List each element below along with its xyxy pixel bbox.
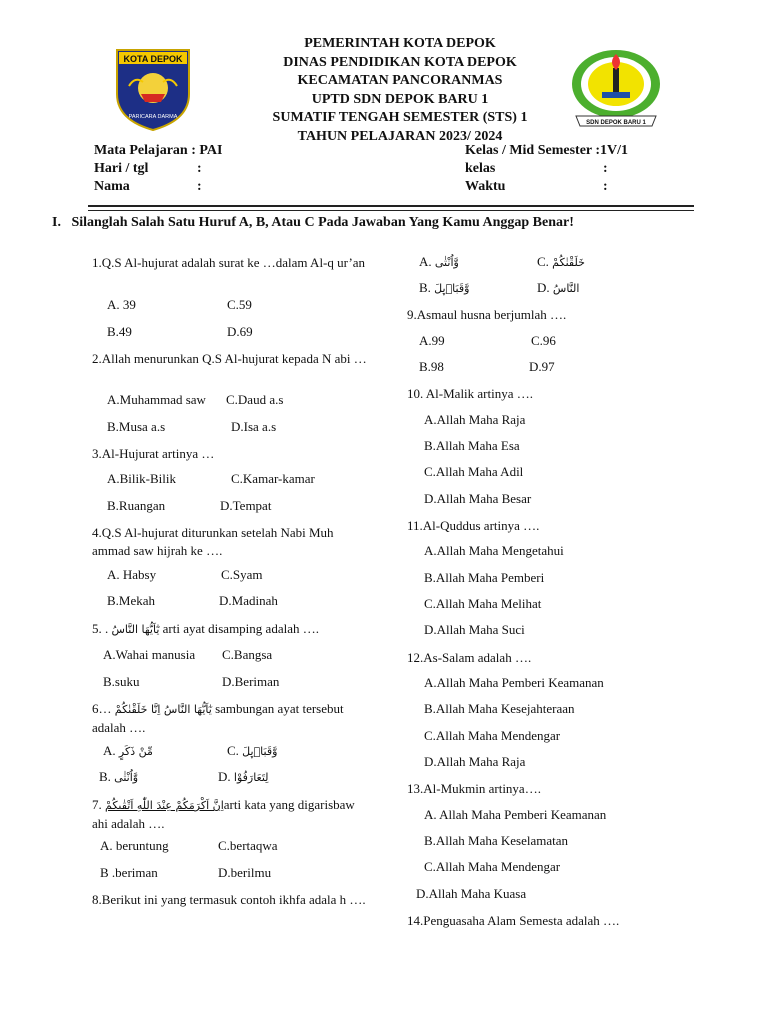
q10-option-b[interactable]: B.Allah Maha Esa <box>424 438 520 453</box>
question-2: 2.Allah menurunkan Q.S Al-hujurat kepada N abi … <box>92 351 367 366</box>
question-9: 9.Asmaul husna berjumlah …. <box>407 307 567 322</box>
q3-option-b[interactable]: B.Ruangan <box>107 498 166 513</box>
q9-option-b[interactable]: B.98 <box>419 359 444 374</box>
q6-arabic: يٰٓاَيُّهَا النَّاسُ اِنَّا خَلَقْنٰكُمْ <box>114 703 212 716</box>
question-1: 1.Q.S Al-hujurat adalah surat ke …dalam Al-q ur’an <box>92 255 366 270</box>
question-3: 3.Al-Hujurat artinya … <box>92 446 215 461</box>
question-6 <box>92 700 370 737</box>
q6-d-label: D. <box>218 769 231 784</box>
q8-option-c[interactable] <box>537 254 585 270</box>
header-divider-thin <box>88 210 694 211</box>
q5-option-a[interactable]: A.Wahai manusia <box>103 647 196 662</box>
q13-option-a[interactable]: A. Allah Maha Pemberi Keamanan <box>424 807 607 822</box>
q7-option-c[interactable]: C.bertaqwa <box>218 838 278 853</box>
q2-option-c[interactable]: C.Daud a.s <box>226 392 284 407</box>
q2-option-b[interactable]: B.Musa a.s <box>107 419 166 434</box>
q3-option-c[interactable]: C.Kamar-kamar <box>231 471 315 486</box>
q6-option-d[interactable] <box>218 769 269 785</box>
q11-option-d[interactable]: D.Allah Maha Suci <box>424 622 525 637</box>
q13-option-b[interactable]: B.Allah Maha Keselamatan <box>424 833 569 848</box>
q11-option-a[interactable]: A.Allah Maha Mengetahui <box>424 543 564 558</box>
q12-option-d[interactable]: D.Allah Maha Raja <box>424 754 526 769</box>
q11-option-c[interactable]: C.Allah Maha Melihat <box>424 596 542 611</box>
q6-text: sambungan ayat tersebut adalah …. <box>92 701 344 735</box>
question-11: 11.Al-Quddus artinya …. <box>407 518 540 533</box>
q4-option-c[interactable]: C.Syam <box>221 567 263 582</box>
question-12: 12.As-Salam adalah …. <box>407 650 532 665</box>
question-7 <box>92 796 372 833</box>
logo-right-text: SDN DEPOK BARU 1 <box>586 120 646 126</box>
q10-option-a[interactable]: A.Allah Maha Raja <box>424 412 526 427</box>
q9-option-a[interactable]: A.99 <box>419 333 445 348</box>
q6-c-label: C. <box>227 743 239 758</box>
q11-option-b[interactable]: B.Allah Maha Pemberi <box>424 570 545 585</box>
header-line-1: PEMERINTAH KOTA DEPOK <box>304 36 496 51</box>
q5-text: arti ayat disamping adalah …. <box>159 621 319 636</box>
q3-option-a[interactable]: A.Bilik-Bilik <box>107 471 176 486</box>
header-line-6: TAHUN PELAJARAN 2023/ 2024 <box>297 128 503 144</box>
question-8: 8.Berikut ini yang termasuk contoh ikhfa adala h …. <box>92 892 366 907</box>
q4-option-a[interactable]: A. Habsy <box>107 567 157 582</box>
q3-option-d[interactable]: D.Tempat <box>220 498 272 513</box>
q2-option-d[interactable]: D.Isa a.s <box>231 419 277 434</box>
q6-a-label: A. <box>103 743 116 758</box>
q8-b-arabic: وَّقَبَاۤىِٕلَ <box>434 282 470 295</box>
q8-c-arabic: خَلَقْنٰكُمْ <box>552 256 585 269</box>
q5-prefix: 5. . <box>92 621 109 636</box>
q12-option-b[interactable]: B.Allah Maha Kesejahteraan <box>424 701 575 716</box>
q6-prefix: 6… <box>92 701 112 716</box>
date-label: Hari / tgl <box>94 161 149 176</box>
q4-option-b[interactable]: B.Mekah <box>107 593 156 608</box>
q6-option-b[interactable] <box>99 769 138 785</box>
time-colon: : <box>603 179 608 194</box>
q1-option-d[interactable]: D.69 <box>227 324 253 339</box>
question-10: 10. Al-Malik artinya …. <box>407 386 534 401</box>
kota-depok-logo <box>113 46 193 132</box>
logo-left-title: KOTA DEPOK <box>123 54 183 64</box>
q6-option-a[interactable] <box>103 743 153 759</box>
question-5 <box>92 620 377 639</box>
q1-option-c[interactable]: C.59 <box>227 297 252 312</box>
q6-d-arabic: لِتَعَارَفُوْا <box>233 771 269 784</box>
q5-arabic: يٰٓاَيُّهَا النَّاسُ <box>111 623 160 636</box>
class-label: kelas <box>465 161 496 176</box>
question-13: 13.Al-Mukmin artinya…. <box>407 781 541 796</box>
q5-option-c[interactable]: C.Bangsa <box>222 647 273 662</box>
q12-option-c[interactable]: C.Allah Maha Mendengar <box>424 728 561 743</box>
q12-option-a[interactable]: A.Allah Maha Pemberi Keamanan <box>424 675 604 690</box>
header-line-4: UPTD SDN DEPOK BARU 1 <box>311 91 489 107</box>
q1-option-a[interactable]: A. 39 <box>107 297 136 312</box>
q2-option-a[interactable]: A.Muhammad saw <box>107 392 206 407</box>
q6-option-c[interactable] <box>227 743 277 759</box>
time-label: Waktu <box>465 179 506 194</box>
q9-option-d[interactable]: D.97 <box>529 359 555 374</box>
q7-option-a[interactable]: A. beruntung <box>100 838 169 853</box>
q10-option-c[interactable]: C.Allah Maha Adil <box>424 464 524 479</box>
logo-left-motto: PARICARA DARMA <box>128 114 178 120</box>
question-4: 4.Q.S Al-hujurat diturunkan setelah Nabi Muh ammad saw hijrah ke …. <box>92 525 334 558</box>
name-colon: : <box>197 179 202 194</box>
header-line-2: DINAS PENDIDIKAN KOTA DEPOK <box>283 54 517 70</box>
header-line-3: KECAMATAN PANCORANMAS <box>297 73 503 89</box>
q8-b-label: B. <box>419 280 431 295</box>
q13-option-d[interactable]: D.Allah Maha Kuasa <box>416 886 527 901</box>
q8-d-label: D. <box>537 280 550 295</box>
section-instruction: I. Silanglah Salah Satu Huruf A, B, Atau C Pada Jawaban Yang Kamu Anggap Benar! <box>52 215 574 230</box>
name-label: Nama <box>94 179 130 194</box>
class-semester-label: Kelas / Mid Semester :1V/1 <box>465 143 629 158</box>
q1-option-b[interactable]: B.49 <box>107 324 132 339</box>
q8-option-d[interactable] <box>537 280 579 296</box>
q7-arabic: اِنَّ اَكْرَمَكُمْ عِنْدَ اللّٰهِ اَتْقٰىكُمْ <box>105 799 224 812</box>
question-14: 14.Penguasaha Alam Semesta adalah …. <box>407 913 620 928</box>
q6-c-arabic: وَّقَبَاۤىِٕلَ <box>242 745 278 758</box>
q8-a-arabic: وَّاُنْثٰى <box>434 256 459 269</box>
header-divider-thick <box>88 205 694 207</box>
q8-a-label: A. <box>419 254 432 269</box>
q8-option-a[interactable] <box>419 254 459 270</box>
header-line-5: SUMATIF TENGAH SEMESTER (STS) 1 <box>272 110 528 126</box>
q7-option-d[interactable]: D.berilmu <box>218 865 272 880</box>
q5-option-b[interactable]: B.suku <box>103 674 140 689</box>
q10-option-d[interactable]: D.Allah Maha Besar <box>424 491 532 506</box>
q8-d-arabic: النَّاسُ <box>552 282 580 295</box>
subject-label: Mata Pelajaran : PAI <box>94 143 223 158</box>
date-colon: : <box>197 161 202 176</box>
q6-b-arabic: وَّاُنْثٰى <box>114 771 139 784</box>
q7-option-b[interactable]: B .beriman <box>100 865 158 880</box>
q4-option-d[interactable]: D.Madinah <box>219 593 278 608</box>
q7-text: arti kata yang digarisbaw ahi adalah …. <box>92 797 355 831</box>
q8-c-label: C. <box>537 254 549 269</box>
q8-option-b[interactable] <box>419 280 469 296</box>
q6-b-label: B. <box>99 769 111 784</box>
q9-option-c[interactable]: C.96 <box>531 333 556 348</box>
q13-option-c[interactable]: C.Allah Maha Mendengar <box>424 859 561 874</box>
q7-prefix: 7. <box>92 797 102 812</box>
q5-option-d[interactable]: D.Beriman <box>222 674 280 689</box>
school-header <box>200 35 600 147</box>
q6-a-arabic: مِّنْ ذَكَرٍ <box>118 745 153 758</box>
class-colon: : <box>603 161 608 176</box>
